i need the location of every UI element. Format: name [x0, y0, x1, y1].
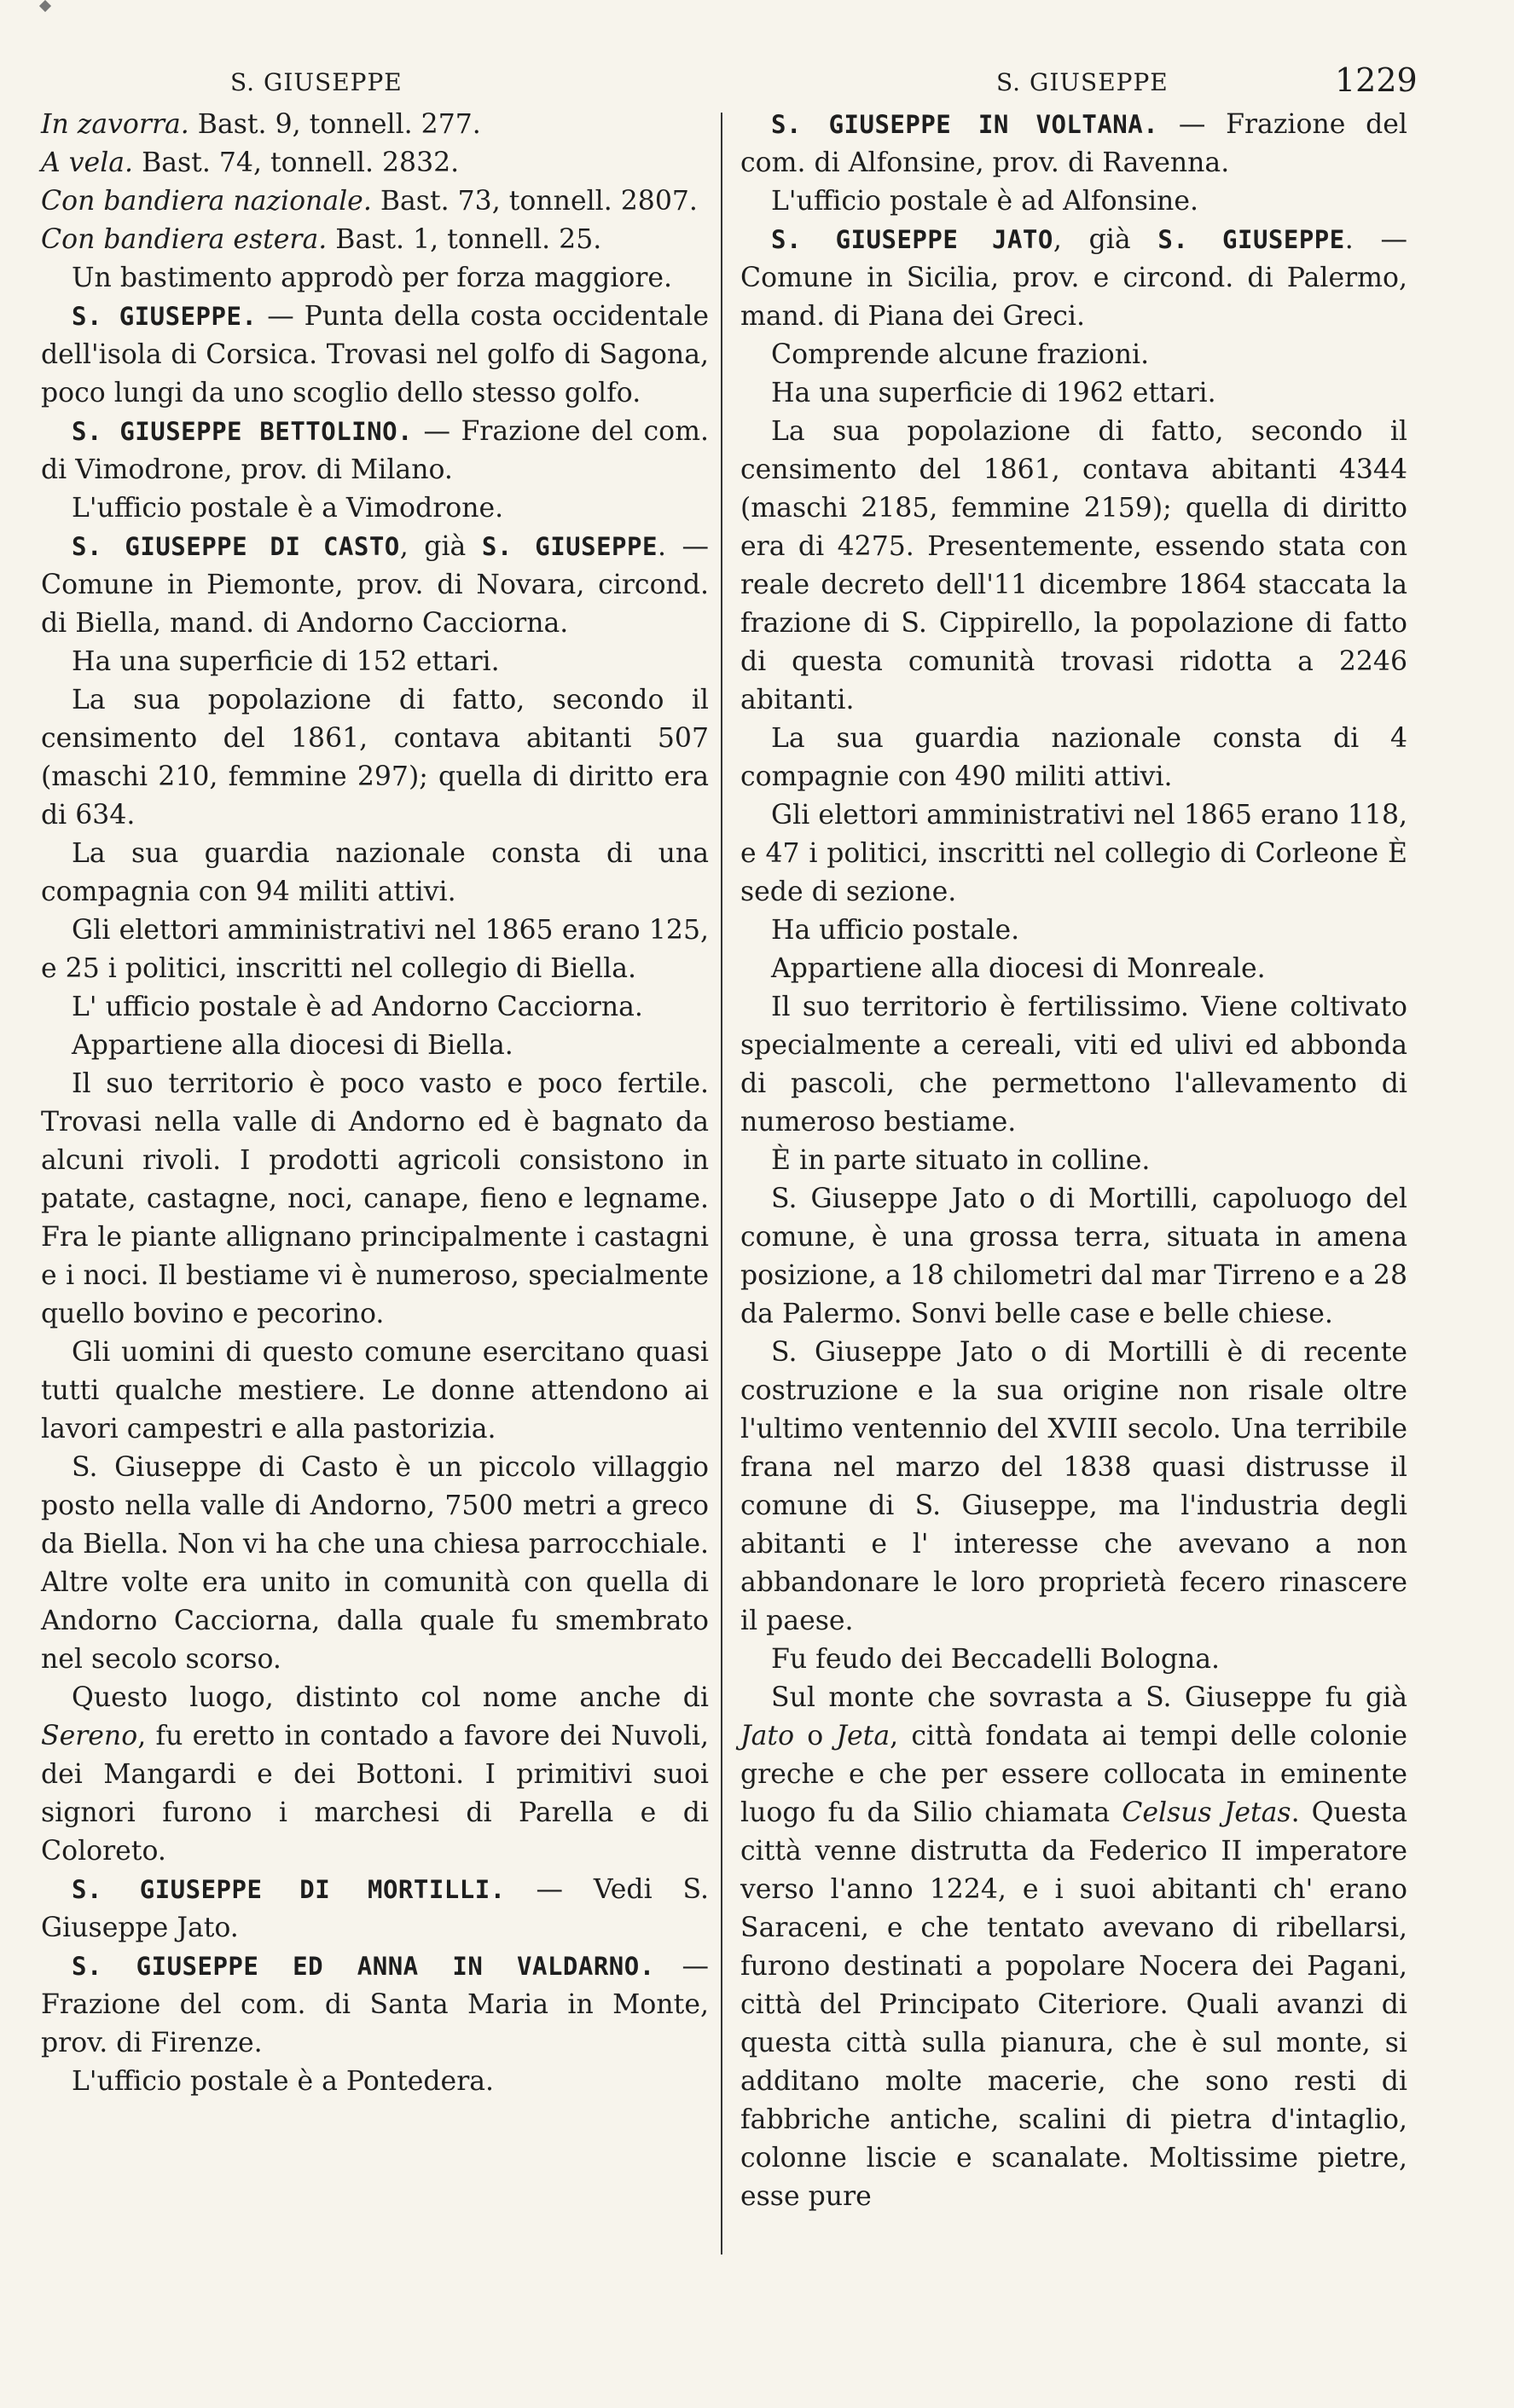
- entry-headword: S. GIUSEPPE.: [72, 302, 258, 331]
- print-speck: [39, 0, 51, 12]
- paragraph: La sua guardia nazionale consta di una compagnia con 94 militi attivi.: [41, 838, 709, 907]
- entry-giuseppe-jato: S. GIUSEPPE JATO, già S. GIUSEPPE. — Comune in Sicilia, prov. e circond. di Palermo, mand. di Piana dei Greci.: [740, 224, 1408, 332]
- entry-headword: S. GIUSEPPE BETTOLINO.: [72, 417, 414, 446]
- paragraph: Appartiene alla diocesi di Biella.: [72, 1030, 513, 1061]
- stat-line: A vela. Bast. 74, tonnell. 2832.: [41, 148, 460, 178]
- right-column: [740, 106, 1407, 2216]
- paragraph: Appartiene alla diocesi di Monreale.: [771, 953, 1266, 984]
- entry-headword: S. GIUSEPPE DI CASTO: [72, 532, 400, 561]
- paragraph: S. Giuseppe di Casto è un piccolo villaggio posto nella valle di Andorno, 7500 metri a greco da Biella. Non vi ha che una chiesa parrocchiale. Altre volte era unito in comunità con quella di Andorno Cacciorna, dalla quale fu smembrato nel secolo scorso.: [41, 1452, 709, 1675]
- paragraph: Il suo territorio è fertilissimo. Viene coltivato specialmente a cereali, viti ed ulivi ed abbonda di pascoli, che permettono l'allevamento di numeroso bestiame.: [740, 992, 1407, 1137]
- paragraph: Questo luogo, distinto col nome anche di Sereno, fu eretto in contado a favore dei Nuvoli, dei Mangardi e dei Bottoni. I primitivi suoi signori furono i marchesi di Parella e di Coloreto.: [41, 1682, 709, 1867]
- paragraph: Un bastimento approdò per forza maggiore.: [72, 263, 673, 293]
- paragraph: Comprende alcune frazioni.: [771, 339, 1150, 370]
- paragraph: È in parte situato in colline.: [771, 1145, 1151, 1176]
- paragraph: Sul monte che sovrasta a S. Giuseppe fu già Jato o Jeta, città fondata ai tempi delle colonie greche e che per essere collocata in eminente luogo fu da Silio chiamata Celsus Jetas. Questa città venne distrutta da Federico II imperatore verso l'anno 1224, e i suoi abitanti ch' erano Saraceni, e che tentato avevano di ribellarsi, furono destinati a popolare Nocera dei Pagani, città del Principato Citeriore. Quali avanzi di questa città sulla pianura, che è sul monte, si additano molte macerie, che sono resti di fabbriche antiche, scalini di pietra d'intaglio, colonne liscie e scanalate. Moltissime pietre, esse pure: [740, 1682, 1407, 2212]
- entry-giuseppe-di-mortilli: S. GIUSEPPE DI MORTILLI. — Vedi S. Giuseppe Jato.: [41, 1874, 709, 1943]
- entry-giuseppe-in-voltana: S. GIUSEPPE IN VOLTANA. — Frazione del com. di Alfonsine, prov. di Ravenna.: [740, 109, 1407, 178]
- stat-line: Con bandiera estera. Bast. 1, tonnell. 25.: [41, 224, 602, 255]
- paragraph: Gli uomini di questo comune esercitano quasi tutti qualche mestiere. Le donne attendono ai lavori campestri e alla pastorizia.: [41, 1337, 709, 1444]
- paragraph: L' ufficio postale è ad Andorno Cacciorna.: [72, 992, 643, 1022]
- paragraph: S. Giuseppe Jato o di Mortilli è di recente costruzione e la sua origine non risale oltre l'ultimo ventennio del XVIII secolo. Una terribile frana nel marzo del 1838 quasi distrusse il comune di S. Giuseppe, ma l'industria degli abitanti e l' interesse che avevano a non abbandonare le loro proprietà fecero rinascere il paese.: [740, 1337, 1407, 1636]
- paragraph: Gli elettori amministrativi nel 1865 erano 125, e 25 i politici, inscritti nel collegio di Biella.: [41, 915, 709, 984]
- paragraph: Ha una superficie di 152 ettari.: [72, 646, 500, 677]
- paragraph: Gli elettori amministrativi nel 1865 erano 118, e 47 i politici, inscritti nel collegio di Corleone È sede di sezione.: [740, 800, 1407, 907]
- entry-headword: S. GIUSEPPE IN VOLTANA.: [771, 110, 1159, 139]
- entry-giuseppe-di-casto: S. GIUSEPPE DI CASTO, già S. GIUSEPPE. — Comune in Piemonte, prov. di Novara, circond. di Biella, mand. di Andorno Cacciorna.: [41, 531, 709, 639]
- paragraph: L'ufficio postale è a Vimodrone.: [72, 493, 504, 524]
- entry-headword: S. GIUSEPPE JATO: [771, 225, 1053, 254]
- paragraph: S. Giuseppe Jato o di Mortilli, capoluogo del comune, è una grossa terra, situata in amena posizione, a 18 chilometri dal mar Tirreno e a 28 da Palermo. Sonvi belle case e belle chiese.: [740, 1184, 1407, 1329]
- entry-giuseppe-bettolino: S. GIUSEPPE BETTOLINO. — Frazione del com. di Vimodrone, prov. di Milano.: [41, 416, 709, 485]
- entry-giuseppe: S. GIUSEPPE. — Punta della costa occidentale dell'isola di Corsica. Trovasi nel golfo di Sagona, poco lungi da uno scoglio dello stesso golfo.: [41, 301, 710, 408]
- column-divider: [721, 113, 722, 2255]
- paragraph: La sua guardia nazionale consta di 4 compagnie con 490 militi attivi.: [740, 723, 1407, 792]
- stat-line: Con bandiera nazionale. Bast. 73, tonnell. 2807.: [41, 186, 698, 217]
- left-column: [41, 106, 709, 2101]
- entry-headword: S. GIUSEPPE ED ANNA IN VALDARNO.: [72, 1952, 655, 1981]
- stat-line: In zavorra. Bast. 9, tonnell. 277.: [41, 109, 481, 140]
- paragraph: Il suo territorio è poco vasto e poco fertile. Trovasi nella valle di Andorno ed è bagnato da alcuni rivoli. I prodotti agricoli consistono in patate, castagne, noci, canape, fieno e legname. Fra le piante allignano principalmente i castagni e i noci. Il bestiame vi è numeroso, specialmente quello bovino e pecorino.: [41, 1068, 709, 1329]
- page-number: 1229: [1335, 61, 1418, 99]
- paragraph: Ha ufficio postale.: [771, 915, 1020, 946]
- paragraph: L'ufficio postale è ad Alfonsine.: [771, 186, 1199, 217]
- paragraph: La sua popolazione di fatto, secondo il censimento del 1861, contava abitanti 507 (maschi 210, femmine 297); quella di diritto era di 634.: [41, 685, 709, 831]
- entry-giuseppe-ed-anna: S. GIUSEPPE ED ANNA IN VALDARNO. — Frazione del com. di Santa Maria in Monte, prov. di Firenze.: [41, 1951, 709, 2058]
- paragraph: Fu feudo dei Beccadelli Bologna.: [771, 1644, 1221, 1675]
- paragraph: L'ufficio postale è a Pontedera.: [72, 2066, 495, 2097]
- left-running-header: S. GIUSEPPE: [230, 68, 403, 96]
- right-running-header: S. GIUSEPPE: [996, 68, 1169, 96]
- paragraph: Ha una superficie di 1962 ettari.: [771, 378, 1216, 408]
- paragraph: La sua popolazione di fatto, secondo il censimento del 1861, contava abitanti 4344 (maschi 2185, femmine 2159); quella di diritto era di 4275. Presentemente, essendo stata con reale decreto dell'11 dicembre 1864 staccata la frazione di S. Cippirello, la popolazione di fatto di questa comunità trovasi ridotta a 2246 abitanti.: [740, 416, 1407, 715]
- entry-headword: S. GIUSEPPE DI MORTILLI.: [72, 1875, 506, 1904]
